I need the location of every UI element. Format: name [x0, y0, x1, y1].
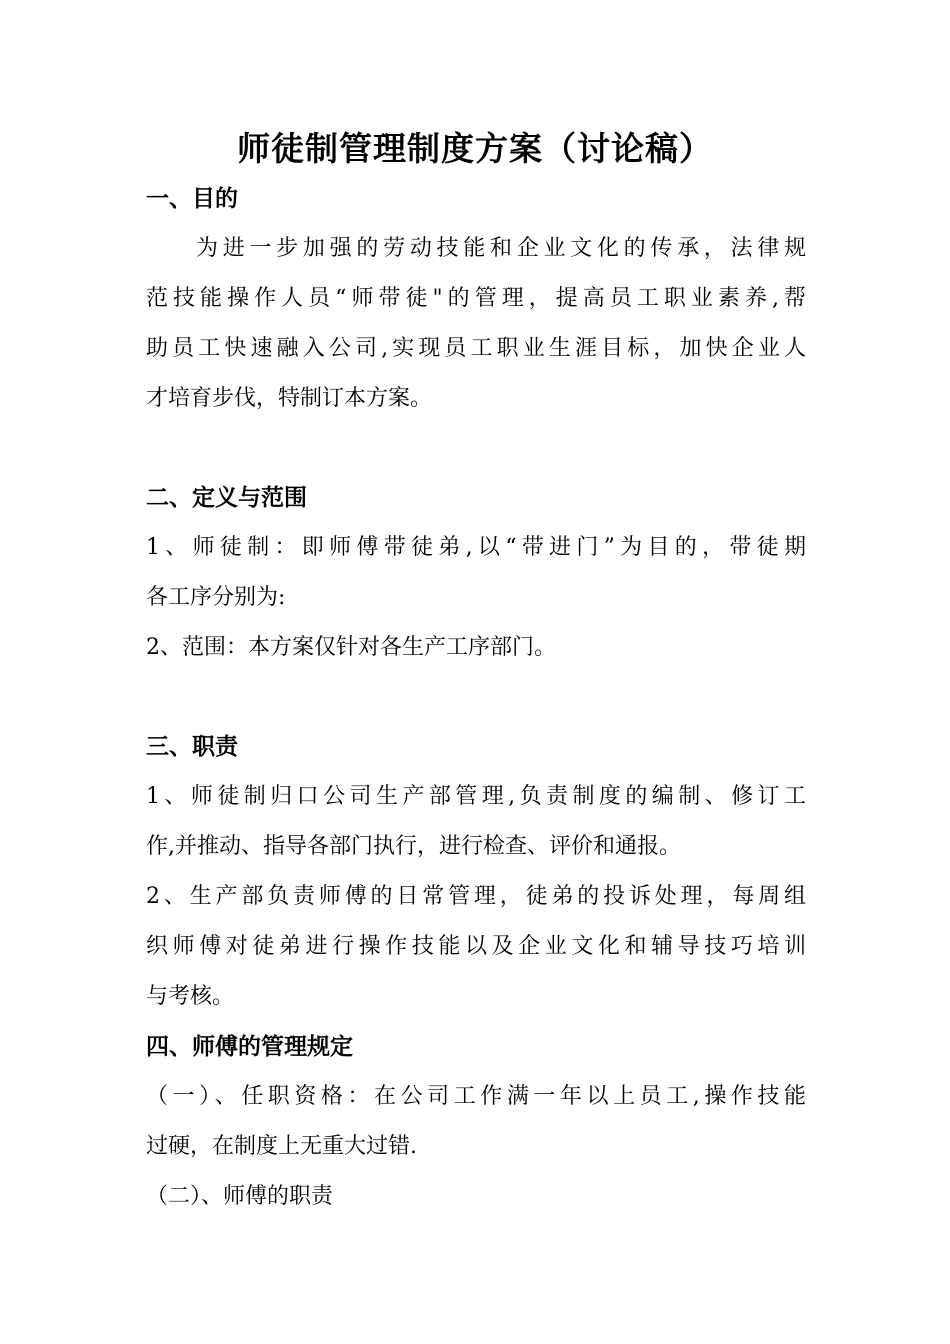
- document-title: 师徒制管理制度方案（讨论稿）: [237, 129, 713, 168]
- paragraph-line: 1、师徒制：即师傅带徒弟,以“带进门”为目的，带徒期: [146, 535, 806, 560]
- paragraph-line: 过硬，在制度上无重大过错.: [146, 1134, 417, 1159]
- paragraph-line: 才培育步伐，特制订本方案。: [146, 386, 433, 411]
- section-heading-master-rules: 四、师傅的管理规定: [146, 1034, 353, 1060]
- paragraph-line: 作,并推动、指导各部门执行，进行检查、评价和通报。: [146, 834, 681, 859]
- paragraph-line: 助员工快速融入公司,实现员工职业生涯目标，加快企业人: [146, 336, 806, 361]
- paragraph-line: 与考核。: [146, 984, 235, 1009]
- section-heading-purpose: 一、目的: [146, 186, 238, 212]
- paragraph-line: 范技能操作人员“师带徒"的管理，提高员工职业素养,帮: [146, 286, 806, 311]
- paragraph-line: （一）、任职资格：在公司工作满一年以上员工,操作技能: [146, 1084, 806, 1109]
- paragraph-line: 织师傅对徒弟进行操作技能以及企业文化和辅导技巧培训: [146, 934, 806, 959]
- paragraph-line: 各工序分别为:: [146, 585, 286, 610]
- section-heading-definition-scope: 二、定义与范围: [146, 485, 307, 511]
- section-heading-responsibilities: 三、职责: [146, 734, 238, 760]
- paragraph-line: 2、生产部负责师傅的日常管理，徒弟的投诉处理，每周组: [146, 884, 806, 909]
- paragraph-line: 为进一步加强的劳动技能和企业文化的传承，法律规: [196, 236, 806, 261]
- paragraph-line: 2、范围：本方案仅针对各生产工序部门。: [146, 635, 556, 660]
- paragraph-line: （二）、师傅的职责: [146, 1184, 334, 1209]
- paragraph-line: 1、师徒制归口公司生产部管理,负责制度的编制、修订工: [146, 784, 806, 809]
